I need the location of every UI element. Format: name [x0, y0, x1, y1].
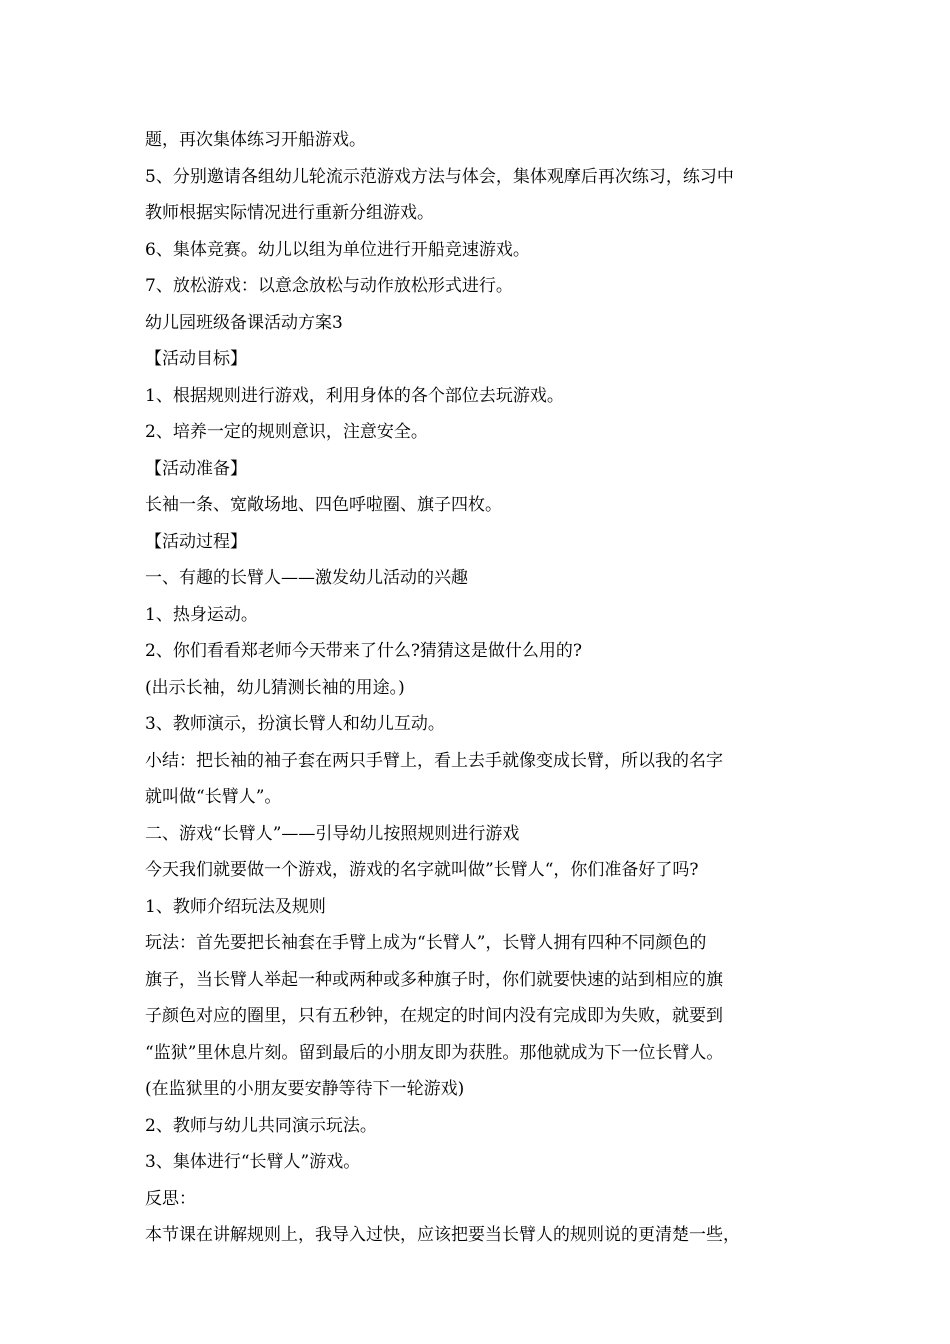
section-heading: 【活动准备】 [145, 458, 247, 479]
text-line: 玩法：首先要把长袖套在手臂上成为“长臂人”，长臂人拥有四种不同颜色的 [145, 933, 707, 953]
text-line: 本节课在讲解规则上，我导入过快，应该把要当长臂人的规则说的更清楚一些， [145, 1225, 740, 1245]
text-line: 1、热身运动。 [145, 604, 258, 625]
text-line: 6、集体竞赛。幼儿以组为单位进行开船竞速游戏。 [145, 239, 530, 260]
text-line: 题，再次集体练习开船游戏。 [145, 130, 366, 150]
section-heading: 【活动过程】 [145, 531, 247, 552]
subsection-heading: 一、有趣的长臂人——激发幼儿活动的兴趣 [145, 568, 468, 588]
text-line: 反思： [145, 1188, 196, 1209]
text-line: 3、集体进行“长臂人”游戏。 [145, 1152, 361, 1172]
text-line: 7、放松游戏：以意念放松与动作放松形式进行。 [145, 276, 513, 296]
text-line: 2、你们看看郑老师今天带来了什么?猜猜这是做什么用的? [145, 641, 583, 661]
document-body [145, 122, 825, 1254]
text-line: 今天我们就要做一个游戏，游戏的名字就叫做”长臂人“，你们准备好了吗? [145, 860, 699, 880]
text-line: 5、分别邀请各组幼儿轮流示范游戏方法与体会，集体观摩后再次练习，练习中 [145, 166, 734, 187]
text-line: 2、教师与幼儿共同演示玩法。 [145, 1115, 377, 1136]
text-line: 3、教师演示，扮演长臂人和幼儿互动。 [145, 714, 445, 734]
text-line: 教师根据实际情况进行重新分组游戏。 [145, 203, 434, 223]
text-line: “监狱”里休息片刻。留到最后的小朋友即为获胜。那他就成为下一位长臂人。 [145, 1042, 724, 1063]
section-title: 幼儿园班级备课活动方案3 [145, 312, 343, 333]
text-line: 就叫做“长臂人”。 [145, 787, 282, 807]
text-line: 2、培养一定的规则意识，注意安全。 [145, 422, 428, 442]
text-line: (出示长袖，幼儿猜测长袖的用途。) [145, 677, 405, 698]
text-line: 子颜色对应的圈里，只有五秒钟，在规定的时间内没有完成即为失败，就要到 [145, 1006, 723, 1026]
text-line: 1、教师介绍玩法及规则 [145, 896, 326, 917]
text-line: 旗子，当长臂人举起一种或两种或多种旗子时，你们就要快速的站到相应的旗 [145, 969, 723, 990]
text-line: 1、根据规则进行游戏，利用身体的各个部位去玩游戏。 [145, 385, 564, 406]
section-heading: 【活动目标】 [145, 349, 247, 369]
text-line: 长袖一条、宽敞场地、四色呼啦圈、旗子四枚。 [145, 495, 502, 515]
text-line: (在监狱里的小朋友要安静等待下一轮游戏) [145, 1079, 465, 1099]
text-line: 小结：把长袖的袖子套在两只手臂上，看上去手就像变成长臂，所以我的名字 [145, 750, 723, 771]
subsection-heading: 二、游戏“长臂人”——引导幼儿按照规则进行游戏 [145, 823, 520, 844]
